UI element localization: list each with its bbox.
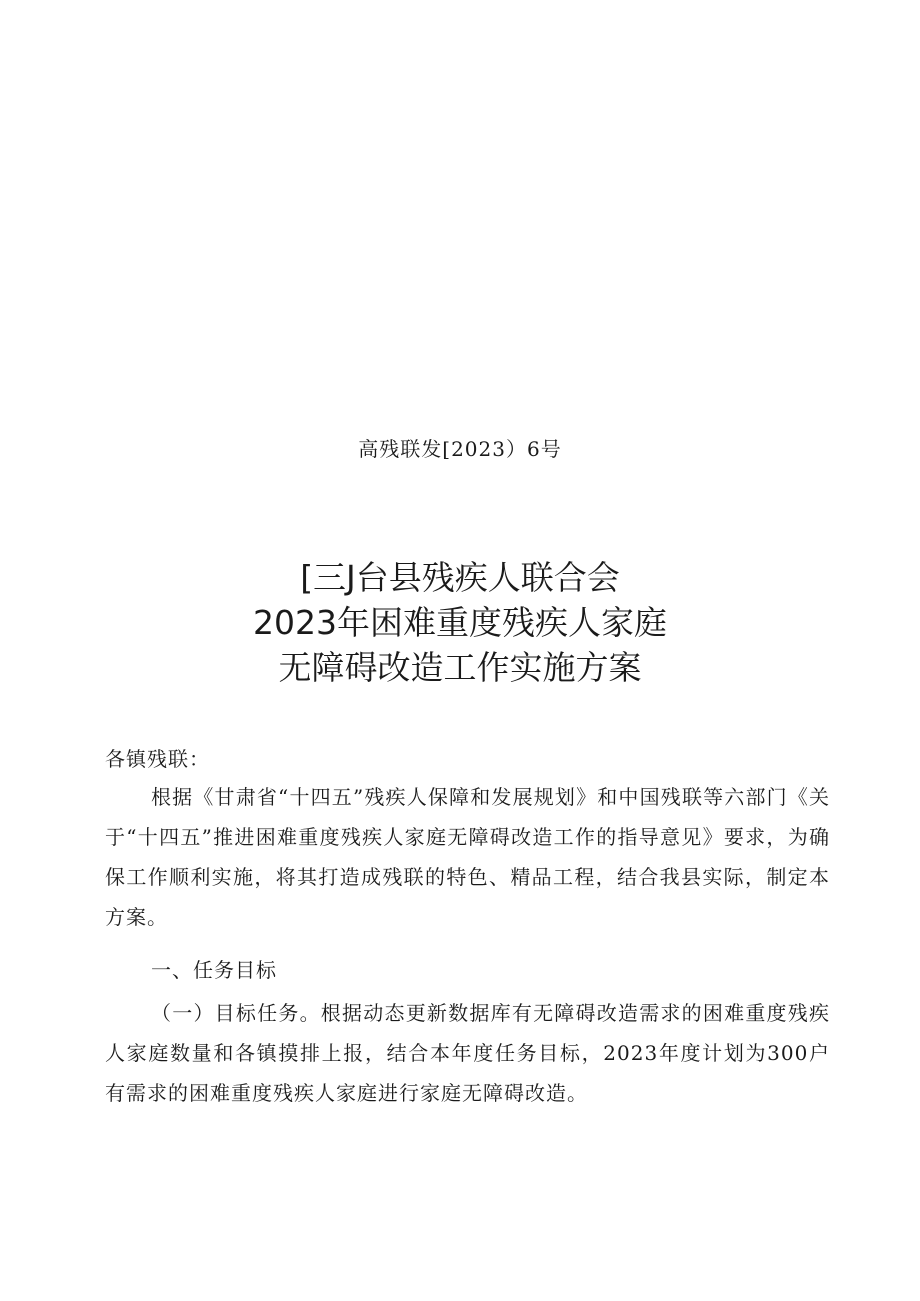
section-heading-task-goals: 一、任务目标: [151, 958, 277, 982]
salutation: 各镇残联：: [105, 747, 210, 771]
document-number: 高残联发[2023）6号: [358, 437, 562, 461]
paragraph-target-tasks: （一）目标任务。根据动态更新数据库有无障碍改造需求的困难重度残疾人家庭数量和各镇摸排上报，结合本年度任务目标，2023年度计划为300户有需求的困难重度残疾人家庭进行家庭无障碍改造。: [105, 1001, 830, 1105]
paragraph-intro: 根据《甘肃省“十四五”残疾人保障和发展规划》和中国残联等六部门《关于“十四五”推进困难重度残疾人家庭无障碍改造工作的指导意见》要求，为确保工作顺利实施，将其打造成残联的特色、精品工程，结合我县实际，制定本方案。: [105, 785, 830, 929]
title-line-1: [三J台县残疾人联合会: [300, 558, 620, 597]
title-line-2: 2023年困难重度残疾人家庭: [253, 603, 667, 642]
title-line-3: 无障碍改造工作实施方案: [278, 648, 642, 687]
document-title: [0, 555, 920, 690]
